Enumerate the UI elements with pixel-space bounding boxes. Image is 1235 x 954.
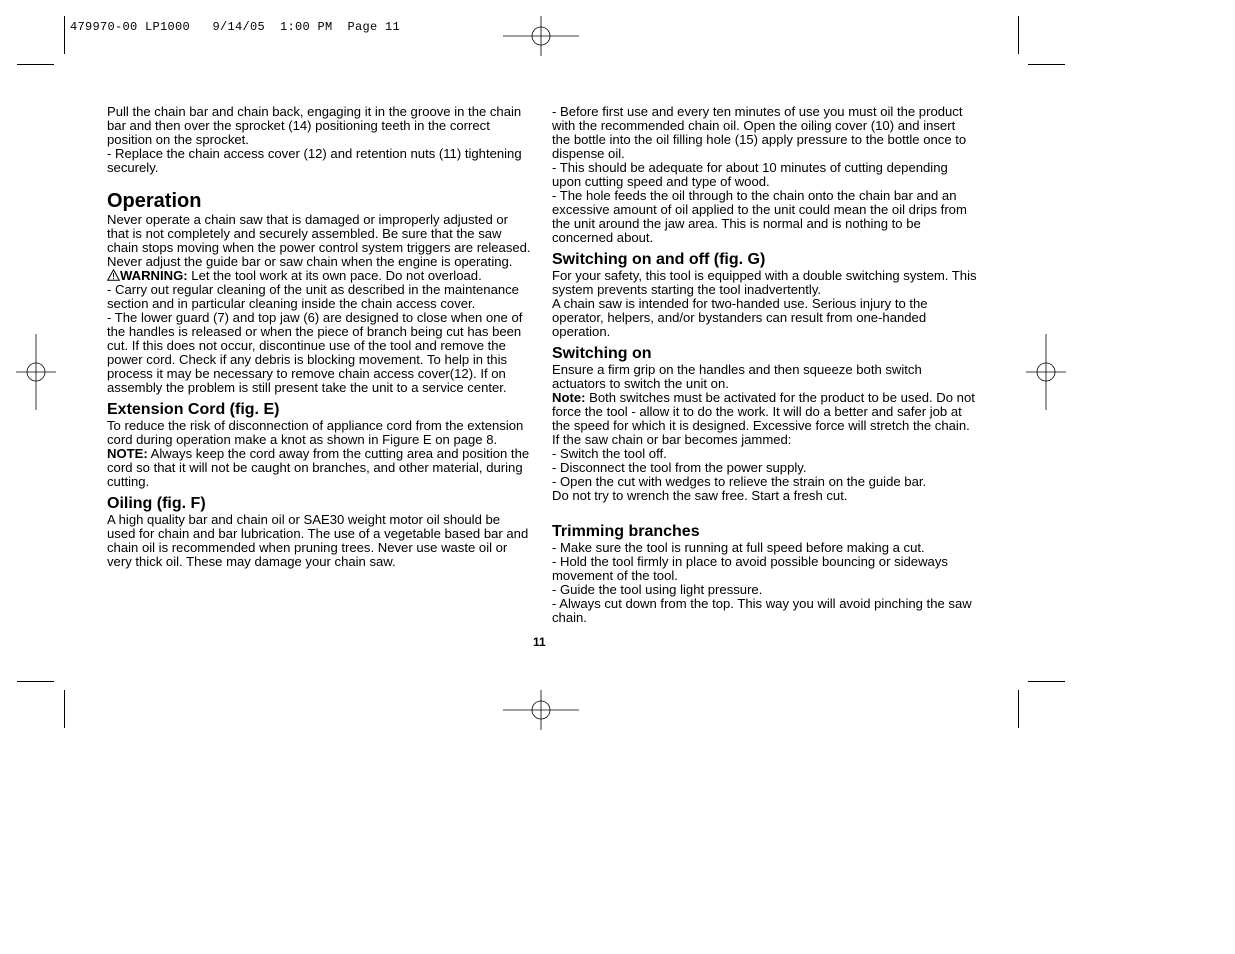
list-item: - Open the cut with wedges to relieve the strain on the guide bar. (552, 474, 927, 489)
paragraph: - Before first use and every ten minutes of use you must oil the product with the recommended chain oil. Open the oiling cover (10) and insert the bottle into the oil filling hole (15) apply pressure to the bottle once to dispense oil. (552, 104, 967, 161)
list-item: - Hold the tool firmly in place to avoid possible bouncing or sideways movement of the tool. (552, 554, 948, 583)
note-line (552, 391, 977, 433)
note-label: Note: (552, 390, 586, 405)
paragraph: A chain saw is intended for two-handed use. Serious injury to the operator, helpers, and/or bystanders can result from one-handed operation. (552, 296, 928, 339)
paragraph: - The lower guard (7) and top jaw (6) are designed to close when one of the handles is released or when the piece of branch being cut has been cut. If this does not occur, discontinue use of the tool and remove the power cord. Check if any debris is blocking movement. To help in this process it may be necessary to remove chain access cover(12). If on assembly the problem is still present take the unit to a service center. (107, 310, 523, 395)
list-item: - Always cut down from the top. This way you will avoid pinching the saw chain. (552, 596, 972, 625)
paragraph: Do not try to wrench the saw free. Start a fresh cut. (552, 488, 848, 503)
paragraph: Pull the chain bar and chain back, engaging it in the groove in the chain bar and then over the sprocket (14) positioning teeth in the correct position on the sprocket. (107, 104, 522, 147)
operation-heading: Operation (107, 190, 202, 212)
registration-mark-top (503, 16, 579, 56)
note-text: Both switches must be activated for the product to be used. Do not force the tool - allow it to do the work. It will do a better and safer job at the speed for which it is designed. Excessive force will stretch the chain. (552, 390, 975, 433)
warning-line (107, 269, 532, 283)
paragraph: - Replace the chain access cover (12) and retention nuts (11) tightening securely. (107, 146, 522, 175)
paragraph: Ensure a firm grip on the handles and then squeeze both switch actuators to switch the unit on. (552, 362, 922, 391)
registration-mark-bottom (503, 690, 579, 730)
trimming-heading: Trimming branches (552, 523, 700, 540)
warning-triangle-icon (107, 269, 120, 281)
switching-on-heading: Switching on (552, 345, 652, 362)
warning-label: WARNING: (120, 268, 188, 283)
registration-mark-left (16, 334, 56, 410)
paragraph: For your safety, this tool is equipped with a double switching system. This system prevents starting the tool inadvertently. (552, 268, 977, 297)
printer-slug: 479970-00 LP1000 9/14/05 1:00 PM Page 11 (70, 20, 401, 34)
page-number: 11 (533, 635, 546, 649)
paragraph: Never operate a chain saw that is damaged or improperly adjusted or that is not completely and securely assembled. Be sure that the saw chain stops moving when the power control system triggers are released. Never adjust the guide bar or saw chain when the engine is operating. (107, 212, 531, 269)
note-text: Always keep the cord away from the cutting area and position the cord so that it will not be caught on branches, and other material, during cutting. (107, 446, 530, 489)
spacer (552, 503, 977, 517)
oiling-heading: Oiling (fig. F) (107, 495, 206, 512)
list-item: - Guide the tool using light pressure. (552, 582, 763, 597)
list-item: - Switch the tool off. (552, 446, 667, 461)
note-line (107, 447, 532, 489)
extension-cord-heading: Extension Cord (fig. E) (107, 401, 280, 418)
right-column (552, 105, 977, 625)
warning-text: Let the tool work at its own pace. Do not overload. (187, 268, 482, 283)
left-column (107, 105, 532, 569)
paragraph: If the saw chain or bar becomes jammed: (552, 432, 792, 447)
registration-mark-right (1026, 334, 1066, 410)
paragraph: - This should be adequate for about 10 minutes of cutting depending upon cutting speed and type of wood. (552, 160, 948, 189)
paragraph: A high quality bar and chain oil or SAE30 weight motor oil should be used for chain and bar lubrication. The use of a vegetable based bar and chain oil is recommended when pruning trees. Never use waste oil or very thick oil. These may damage your chain saw. (107, 512, 529, 569)
paragraph: - The hole feeds the oil through to the chain onto the chain bar and an excessive amount of oil applied to the unit could mean the oil drips from the unit around the jaw area. This is normal and is nothing to be concerned about. (552, 188, 967, 245)
paragraph: To reduce the risk of disconnection of appliance cord from the extension cord during operation make a knot as shown in Figure E on page 8. (107, 418, 524, 447)
paragraph: - Carry out regular cleaning of the unit as described in the maintenance section and in particular cleaning inside the chain access cover. (107, 282, 519, 311)
list-item: - Disconnect the tool from the power supply. (552, 460, 807, 475)
list-item: - Make sure the tool is running at full speed before making a cut. (552, 540, 925, 555)
note-label: NOTE: (107, 446, 148, 461)
switching-on-off-heading: Switching on and off (fig. G) (552, 251, 766, 268)
